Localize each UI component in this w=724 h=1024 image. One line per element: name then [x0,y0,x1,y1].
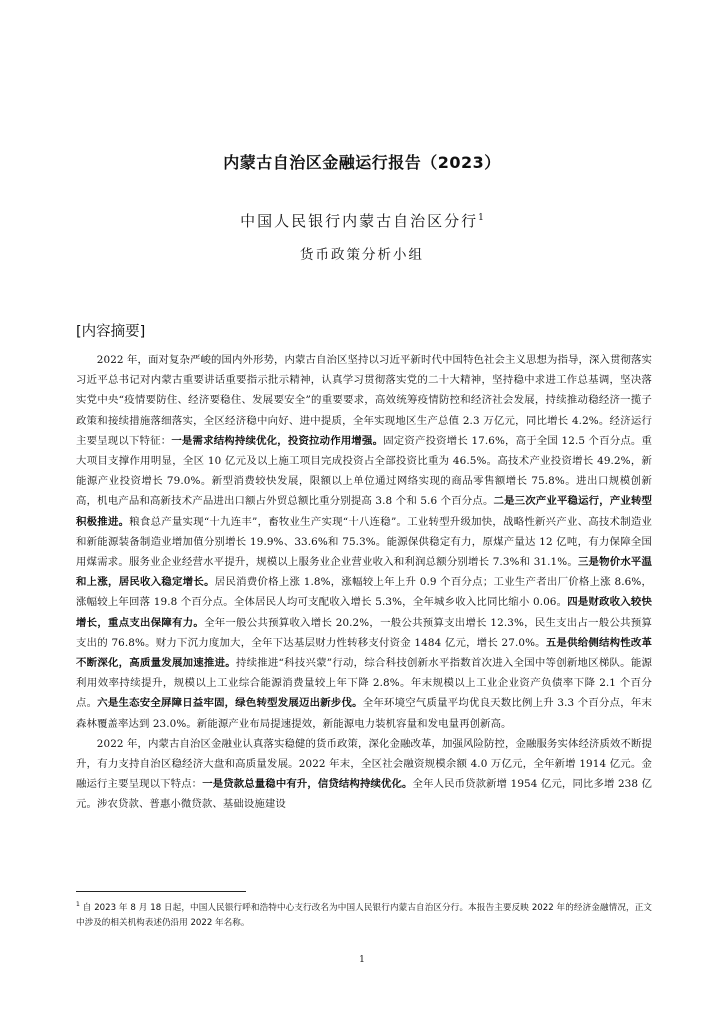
paragraph-text: 全年环境空气质量平均优良天数比例上升 3.3 个百分点，年末森林覆盖率达到 23.0%。新能源产业布局提速提效，新能源电力装机容量和发电量再创新高。 [76,697,653,730]
bold-highlight: 二是三次产业平稳运行，产业转型积极推进。 [76,495,652,528]
bold-highlight: 四是财政收入较快增长，重点支出保障有力。 [76,596,652,629]
paragraph-text: 粮食总产量实现“十九连丰”，畜牧业生产实现“十八连稳”。工业转型升级加快，战略性新兴产业、高技术制造业和新能源装备制造业增加值分别增长 19.9%、33.6%和 75.3%。能源保供稳定有力，原煤产量达 12 亿吨，有力保障全国用煤需求。服务业企业经营水平提升，规模以上服务业企业营业收入和利润总额分别增长 7.3%和 31.1%。 [76,515,653,569]
paragraph-text: 2022 年，内蒙古自治区金融业认真落实稳健的货币政策，深化金融改革，加强风险防控，金融服务实体经济质效不断提升，有力支持自治区稳经济大盘和高质量发展。2022 年末，全区社会融资规模余额 4.0 万亿元，全年新增 1914 亿元。金融运行主要呈现以下特点： [76,737,652,791]
section-heading: [内容摘要] [76,324,146,340]
footnote-reference[interactable]: 1 [478,213,484,223]
abstract-paragraph-1 [76,350,652,734]
paragraph-text: 2022 年，面对复杂严峻的国内外形势，内蒙古自治区坚持以习近平新时代中国特色社会主义思想为指导，深入贯彻落实习近平总书记对内蒙古重要讲话重要指示批示精神，认真学习贯彻落实党的二十大精神，坚持稳中求进工作总基调，坚决落实党中央“疫情要防住、经济要稳住、发展要安全”的重要要求，高效统筹疫情防控和经济社会发展，持续推动稳经济一揽子政策和接续措施落细落实，全区经济稳中向好、进中提质，全年实现地区生产总值 2.3 万亿元，同比增长 4.2%。经济运行主要呈现以下特征： [76,354,652,447]
page-number: 1 [359,955,365,965]
abstract-body [76,350,652,815]
paragraph-text: 全年一般公共预算收入增长 20.2%，一般公共预算支出增长 12.3%，民生支出占一般公共预算支出的 76.8%。财力下沉力度加大，全年下达基层财力性转移支付资金 1484 亿元，增长 27.0%。 [76,616,652,649]
footnote-text: 自 2023 年 8 月 18 日起，中国人民银行呼和浩特中心支行改名为中国人民银行内蒙古自治区分行。本报告主要反映 2022 年的经济金融情况，正文中涉及的相关机构表述仍沿用 2022 年名称。 [76,902,653,928]
bold-highlight: 三是物价水平温和上涨，居民收入稳定增长。 [76,556,652,589]
bold-highlight: 一是贷款总量稳中有升，信贷结构持续优化。 [202,778,413,791]
organization-name: 中国人民银行内蒙古自治区分行 [240,212,479,230]
bold-highlight: 六是生态安全屏障日益牢固，绿色转型发展迈出新步伐。 [97,697,363,710]
paragraph-text: 全年人民币贷款新增 1954 亿元，同比多增 238 亿元。涉农贷款、普惠小微贷款、基础设施建设 [76,778,652,811]
report-title: 内蒙古自治区金融运行报告（2023） [223,153,501,172]
footnote-divider [76,891,246,892]
footnote [76,897,652,931]
paragraph-text: 居民消费价格上涨 1.8%，涨幅较上年上升 0.9 个百分点；工业生产者出厂价格上涨 8.6%，涨幅较上年回落 19.8 个百分点。全体居民人均可支配收入增长 5.3%，全年城乡收入比同比缩小 0.06。 [76,576,652,609]
author-organization [0,210,724,231]
paragraph-text: 固定资产投资增长 17.6%，高于全国 12.5 个百分点。重大项目支撑作用明显，全区 10 亿元及以上施工项目完成投资占全部投资比重为 46.5%。高技术产业投资增长 49.2%，新能源产业投资增长 79.0%。新型消费较快发展，限额以上单位通过网络实现的商品零售额增长 75.8%。进出口规模创新高，机电产品和高新技术产品进出口额占外贸总额比重分别提高 3.8 个和 5.6 个百分点。 [76,434,653,508]
bold-highlight: 一是需求结构持续优化，投资拉动作用增强。 [171,434,384,447]
footnote-marker: 1 [76,901,80,908]
paragraph-text: 持续推进“科技兴蒙”行动，综合科技创新水平指数首次进入全国中等创新地区梯队。能源利用效率持续提升，规模以上工业综合能源消费量较上年下降 2.8%。年末规模以上工业企业资产负债率下降 2.1 个百分点。 [76,657,652,710]
abstract-paragraph-2 [76,734,652,815]
bold-highlight: 五是供给侧结构性改革不断深化，高质量发展加速推进。 [76,636,652,670]
author-group: 货币政策分析小组 [300,247,424,263]
